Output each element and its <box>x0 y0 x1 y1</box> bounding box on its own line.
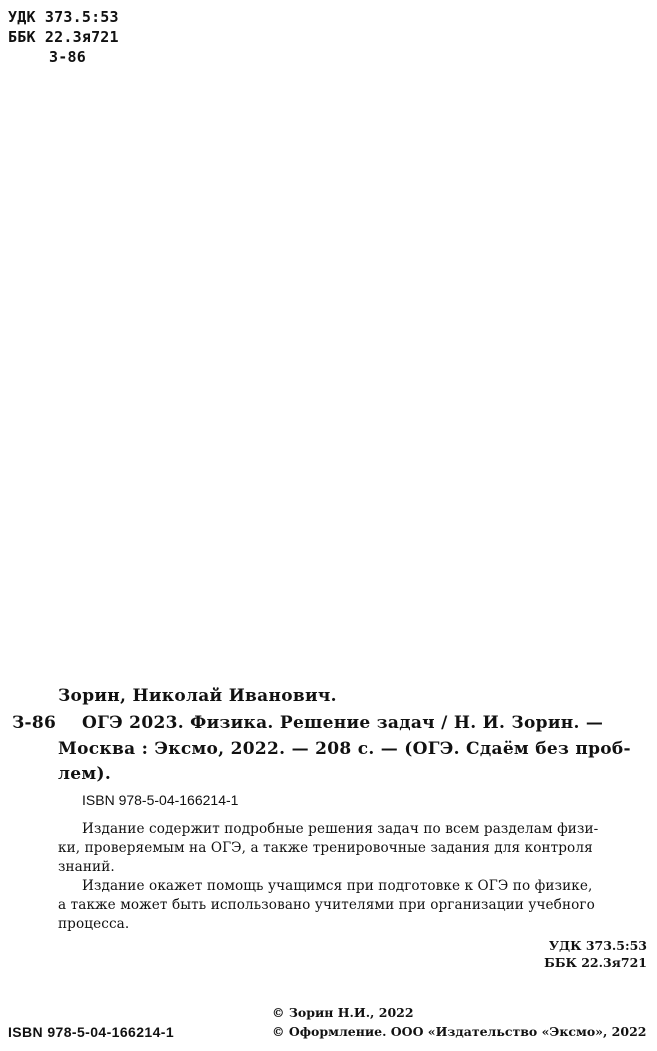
annotation-line: а также может быть использовано учителями при организации учебного <box>58 897 595 913</box>
title-line-1: ОГЭ 2023. Физика. Решение задач / Н. И. Зорин. — <box>82 713 604 733</box>
annotation-line: Издание окажет помощь учащимся при подготовке к ОГЭ по физике, <box>82 878 593 894</box>
title-line-3: лем). <box>58 764 112 784</box>
copyright-design: © Оформление. ООО «Издательство «Эксмо», 2022 <box>272 1024 647 1039</box>
classification-codes <box>544 937 647 971</box>
annotation-line: ки, проверяемым на ОГЭ, а также тренировочные задания для контроля <box>58 840 593 856</box>
annotation-line: Издание содержит подробные решения задач по всем разделам физи- <box>82 821 599 837</box>
annotation-line: процесса. <box>58 916 130 932</box>
annotation-line: знаний. <box>58 859 115 875</box>
udk-code: УДК 373.5:53 <box>8 8 119 26</box>
title-line-2: Москва : Эксмо, 2022. — 208 с. — (ОГЭ. Сдаём без проб- <box>58 739 631 759</box>
record-mark: З-86 <box>12 713 57 733</box>
copyright-author: © Зорин Н.И., 2022 <box>272 1005 414 1020</box>
udk-code-right: УДК 373.5:53 <box>548 938 647 953</box>
bbk-code-right: ББК 22.3я721 <box>544 955 647 970</box>
author-mark: З-86 <box>49 48 86 66</box>
bbk-code: ББК 22.3я721 <box>8 28 119 46</box>
footer-isbn: ISBN 978-5-04-166214-1 <box>8 1024 175 1040</box>
isbn: ISBN 978-5-04-166214-1 <box>82 792 239 808</box>
author-heading: Зорин, Николай Иванович. <box>58 686 337 706</box>
